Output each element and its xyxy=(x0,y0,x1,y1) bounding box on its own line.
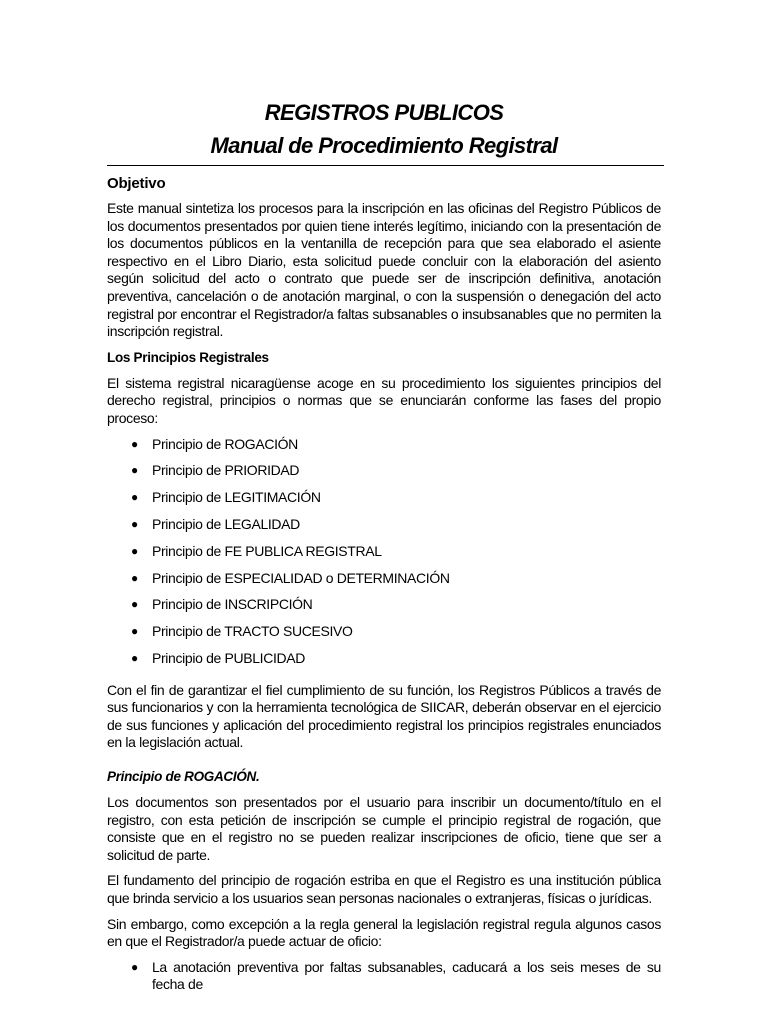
list-item-text: Principio de FE PUBLICA REGISTRAL xyxy=(152,542,382,559)
list-item-text: Principio de PRIORIDAD xyxy=(152,462,300,479)
bullet-icon: ● xyxy=(131,516,138,531)
bullet-icon: ● xyxy=(131,597,138,612)
list-item xyxy=(107,436,661,463)
bullet-icon: ● xyxy=(131,543,138,558)
list-item-text: Principio de INSCRIPCIÓN xyxy=(152,596,313,613)
list-item xyxy=(107,623,661,650)
objetivo-heading: Objetivo xyxy=(107,175,166,192)
bullet-icon: ● xyxy=(131,436,138,451)
list-item xyxy=(107,570,661,597)
list-item-text: Principio de LEGALIDAD xyxy=(152,515,300,532)
bullet-icon: ● xyxy=(131,490,138,505)
rogacion-cases-list xyxy=(107,959,661,994)
list-item xyxy=(107,596,661,623)
list-item xyxy=(107,959,661,994)
list-item xyxy=(107,462,661,489)
document-title-line2: Manual de Procedimiento Registral xyxy=(210,133,558,158)
list-item-text: Principio de TRACTO SUCESIVO xyxy=(152,623,353,640)
document-title-line1: REGISTROS PUBLICOS xyxy=(264,100,504,125)
list-item xyxy=(107,489,661,516)
bullet-icon: ● xyxy=(131,463,138,478)
list-item-text: Principio de LEGITIMACIÓN xyxy=(152,489,321,506)
principios-intro-paragraph: El sistema registral nicaragüense acoge en su procedimiento los siguientes principios del derecho registral, principios o normas que se enunciarán conforme las fases del propio proceso: xyxy=(107,374,661,426)
list-item xyxy=(107,543,661,570)
bullet-icon: ● xyxy=(131,650,138,665)
list-item-text: Principio de ROGACIÓN xyxy=(152,435,298,452)
bullet-icon: ● xyxy=(131,959,138,974)
bullet-icon: ● xyxy=(131,624,138,639)
document-page xyxy=(107,96,661,994)
list-item-text: Principio de PUBLICIDAD xyxy=(152,649,306,666)
title-divider xyxy=(107,165,664,166)
list-item xyxy=(107,650,661,677)
list-item-text: La anotación preventiva por faltas subsanables, caducará a los seis meses de su fecha de xyxy=(152,958,661,993)
rogacion-paragraph-2: El fundamento del principio de rogación estriba en que el Registro es una institución pública que brinda servicio a los usuarios sean personas nacionales o extranjeras, físicas o jurídicas. xyxy=(107,872,661,907)
list-item xyxy=(107,516,661,543)
principios-closing-paragraph: Con el fin de garantizar el fiel cumplimiento de su función, los Registros Públicos a través de sus funcionarios y con la herramienta tecnológica de SIICAR, deberán observar en el ejercicio de sus funciones y aplicación del procedimiento registral los principios registrales enunciados en la legislación actual. xyxy=(107,681,661,751)
rogacion-paragraph-1: Los documentos son presentados por el usuario para inscribir un documento/título en el registro, con esta petición de inscripción se cumple el principio registral de rogación, que consiste que en el registro no se pueden realizar inscripciones de oficio, tiene que ser a solicitud de parte. xyxy=(107,794,661,863)
bullet-icon: ● xyxy=(131,570,138,585)
principios-heading: Los Principios Registrales xyxy=(107,349,269,365)
list-item-text: Principio de ESPECIALIDAD o DETERMINACIÓN xyxy=(152,569,450,586)
rogacion-paragraph-3: Sin embargo, como excepción a la regla general la legislación registral regula algunos casos en que el Registrador/a puede actuar de oficio: xyxy=(107,915,661,950)
rogacion-heading: Principio de ROGACIÓN. xyxy=(107,769,260,785)
objetivo-paragraph: Este manual sintetiza los procesos para la inscripción en las oficinas del Registro Públicos de los documentos presentados por quien tiene interés legítimo, iniciando con la presentación de los documentos públicos en la ventanilla de recepción para que sea elaborado el asiente respectivo en el Libro Diario, esta solicitud puede concluir con la elaboración del asiento según solicitud del acto o contrato que puede ser de inscripción definitiva, anotación preventiva, cancelación o de anotación marginal, o con la suspensión o denegación del acto registral por encontrar el Registrador/a faltas subsanables o insubsanables que no permiten la inscripción registral. xyxy=(107,200,661,340)
principios-list xyxy=(107,436,661,677)
